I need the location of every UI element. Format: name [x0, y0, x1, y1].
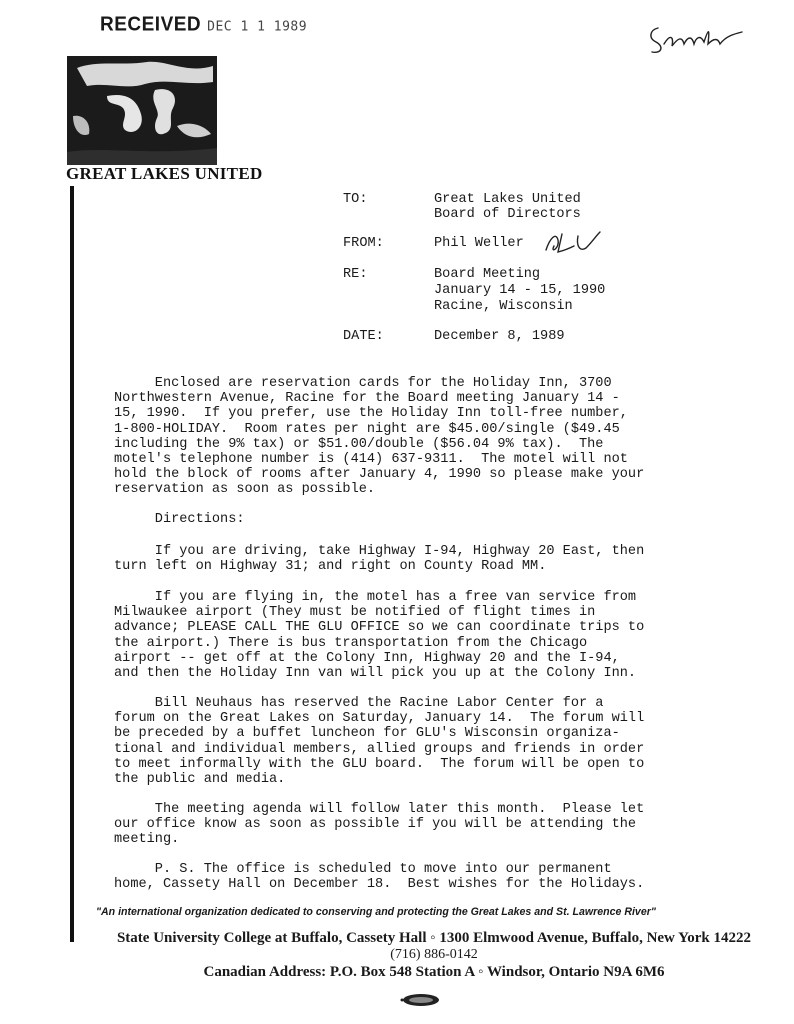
union-label-icon [399, 992, 441, 1008]
footer-address-buffalo: State University College at Buffalo, Cassety Hall ◦ 1300 Elmwood Avenue, Buffalo, New York 14222 [116, 930, 752, 946]
footer-tagline: "An international organization dedicated to conserving and protecting the Great Lakes and St. Lawrence River" [96, 906, 656, 918]
to-line-1: Great Lakes United [434, 192, 581, 207]
paragraph-postscript: P. S. The office is scheduled to move into our permanent home, Cassety Hall on December 18. Best wishes for the Holidays. [114, 862, 645, 893]
paragraph-driving: If you are driving, take Highway I-94, Highway 20 East, then turn left on Highway 31; and right on County Road MM. [114, 544, 645, 575]
re-line-1: Board Meeting [434, 267, 541, 282]
handwritten-signature [644, 20, 754, 60]
organization-logo-text: GREAT LAKES UNITED [66, 164, 263, 183]
paragraph-forum: Bill Neuhaus has reserved the Racine Labor Center for a forum on the Great Lakes on Saturday, January 14. The forum will be preceded by a buffet luncheon for GLU's Wisconsin organiza- tional and individual members, allied groups and friends in order to meet informally with the GLU board. The forum will be open to the public and media. [114, 696, 645, 788]
received-stamp [100, 13, 307, 36]
paragraph-reservation: Enclosed are reservation cards for the Holiday Inn, 3700 Northwestern Avenue, Racine for the Board meeting January 14 - 15, 1990. If you prefer, use the Holiday Inn toll-free number, 1-800-HOLIDAY. Room rates per night are $45.00/single ($49.45 including the 9% tax) or $51.00/double ($56.04 9% tax). The motel's telephone number is (414) 637-9311. The motel will not hold the block of rooms after January 4, 1990 so please make your reservation as soon as possible. [114, 376, 645, 498]
received-stamp-label: RECEIVED [100, 13, 202, 36]
initials-signature [540, 228, 606, 258]
re-label: RE: [343, 267, 368, 282]
to-label: TO: [343, 192, 368, 207]
paragraph-flying: If you are flying in, the motel has a free van service from Milwaukee airport (They must be notified of flight times in advance; PLEASE CALL THE GLU OFFICE so we can coordinate trips to the airport.) There is bus transportation from the Chicago airport -- get off at the Colony Inn, Highway 20 and the I-94, and then the Holiday Inn van will pick you up at the Colony Inn. [114, 590, 645, 682]
received-stamp-date: DEC 1 1 1989 [207, 18, 308, 35]
date-label: DATE: [343, 329, 384, 344]
re-line-2: January 14 - 15, 1990 [434, 283, 606, 298]
re-line-3: Racine, Wisconsin [434, 299, 573, 314]
to-line-2: Board of Directors [434, 207, 581, 222]
left-margin-rule [70, 186, 74, 942]
date-value: December 8, 1989 [434, 329, 565, 344]
footer-address-canada: Canadian Address: P.O. Box 548 Station A ◦ Windsor, Ontario N9A 6M6 [203, 964, 665, 980]
from-label: FROM: [343, 236, 384, 251]
great-lakes-map-logo [67, 56, 217, 165]
from-value: Phil Weller [434, 236, 524, 251]
paragraph-agenda: The meeting agenda will follow later this month. Please let our office know as soon as possible if you will be attending the meeting. [114, 802, 645, 848]
footer-phone: (716) 886-0142 [390, 947, 478, 962]
paragraph-directions-heading: Directions: [114, 512, 245, 527]
